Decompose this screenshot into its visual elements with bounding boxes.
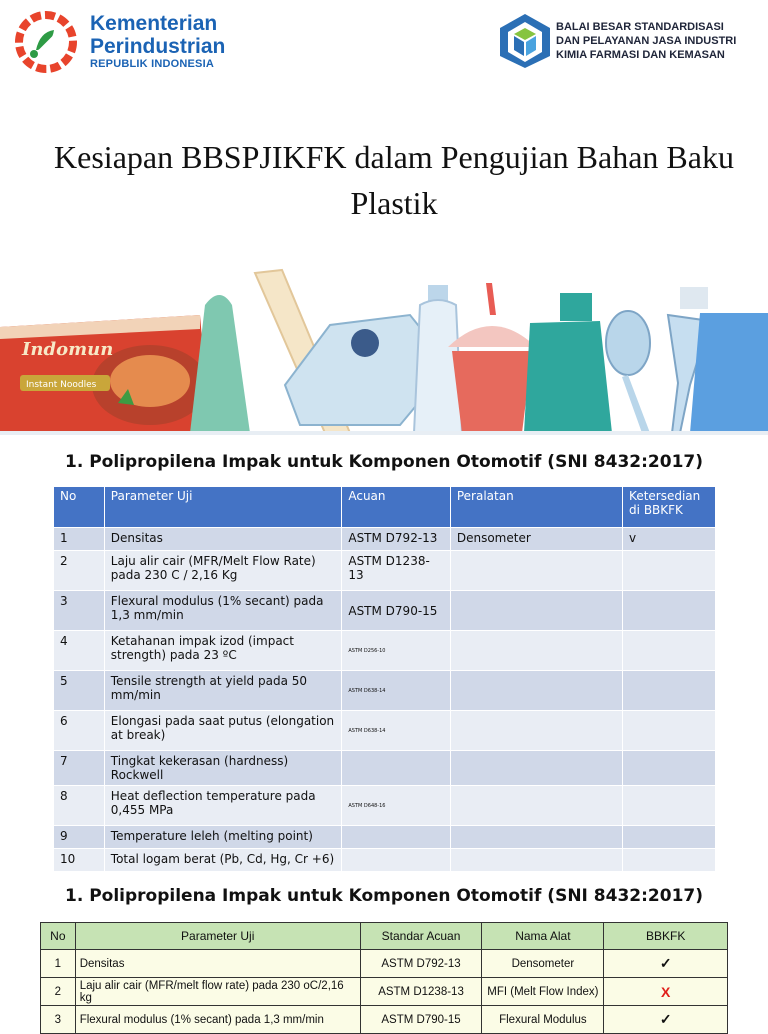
row-no: 3 xyxy=(41,1006,76,1034)
row-no: 10 xyxy=(54,849,105,872)
table-row xyxy=(54,528,716,551)
balai-name-line2: DAN PELAYANAN JASA INDUSTRI xyxy=(556,35,737,47)
column-header-standard: Standar Acuan xyxy=(360,923,482,950)
row-equipment xyxy=(450,671,622,711)
balai-name-line1: BALAI BESAR STANDARDISASI xyxy=(556,21,724,33)
table-row xyxy=(54,591,716,631)
column-header-no: No xyxy=(54,487,105,528)
row-reference: ASTM D256-10 xyxy=(342,631,451,671)
ministry-name xyxy=(90,12,225,58)
row-parameter: Elongasi pada saat putus (elongation at break) xyxy=(104,711,342,751)
page-title-line2: Plastik xyxy=(350,185,438,221)
test-parameter-table xyxy=(53,486,716,872)
row-reference xyxy=(342,826,451,849)
row-equipment xyxy=(450,826,622,849)
row-availability xyxy=(623,631,716,671)
row-availability xyxy=(623,751,716,786)
row-equipment xyxy=(450,786,622,826)
noodle-pack-illustration xyxy=(0,315,210,433)
ministry-name-line2: Perindustrian xyxy=(90,35,226,58)
row-availability: v xyxy=(623,528,716,551)
row-availability xyxy=(623,826,716,849)
section2-title: 1. Polipropilena Impak untuk Komponen Otomotif (SNI 8432:2017) xyxy=(64,886,703,906)
ministry-subtitle: REPUBLIK INDONESIA xyxy=(90,58,214,70)
row-no: 7 xyxy=(54,751,105,786)
row-equipment xyxy=(450,631,622,671)
row-standard: ASTM D792-13 xyxy=(360,950,482,978)
column-header-bbkfk: BBKFK xyxy=(604,923,728,950)
column-header-no: No xyxy=(41,923,76,950)
section1-title: 1. Polipropilena Impak untuk Komponen Otomotif (SNI 8432:2017) xyxy=(64,452,703,472)
row-reference: ASTM D1238-13 xyxy=(342,551,451,591)
table-row xyxy=(54,826,716,849)
equipment-availability-table xyxy=(40,922,728,1034)
row-no: 5 xyxy=(54,671,105,711)
row-no: 9 xyxy=(54,826,105,849)
row-availability xyxy=(623,711,716,751)
kemenperin-logo xyxy=(10,10,82,74)
row-parameter: Tingkat kekerasan (hardness) Rockwell xyxy=(104,751,342,786)
row-no: 8 xyxy=(54,786,105,826)
table-row xyxy=(41,978,728,1006)
row-availability xyxy=(623,786,716,826)
row-tool-name: Densometer xyxy=(482,950,604,978)
row-equipment xyxy=(450,711,622,751)
row-no: 6 xyxy=(54,711,105,751)
page-title xyxy=(20,134,768,226)
row-no: 2 xyxy=(41,978,76,1006)
row-equipment xyxy=(450,591,622,631)
row-parameter: Total logam berat (Pb, Cd, Hg, Cr +6) xyxy=(104,849,342,872)
plastic-products-banner xyxy=(0,265,768,435)
row-reference: ASTM D648-16 xyxy=(342,786,451,826)
noodle-sub-text: Instant Noodles xyxy=(26,380,97,390)
table-row xyxy=(54,671,716,711)
page-title-line1: Kesiapan BBSPJIKFK dalam Pengujian Bahan Baku xyxy=(54,139,734,175)
table-row xyxy=(54,786,716,826)
balai-logo xyxy=(498,12,552,70)
check-icon: ✓ xyxy=(604,1006,728,1034)
row-no: 3 xyxy=(54,591,105,631)
row-parameter: Ketahanan impak izod (impact strength) pada 23 ºC xyxy=(104,631,342,671)
row-reference: ASTM D792-13 xyxy=(342,528,451,551)
row-parameter: Densitas xyxy=(104,528,342,551)
row-no: 2 xyxy=(54,551,105,591)
row-parameter: Heat deflection temperature pada 0,455 MPa xyxy=(104,786,342,826)
check-icon: ✓ xyxy=(604,950,728,978)
row-parameter: Laju alir cair (MFR/melt flow rate) pada 230 oC/2,16 kg xyxy=(75,978,360,1006)
row-no: 1 xyxy=(54,528,105,551)
table-row xyxy=(41,1006,728,1034)
column-header-parameter: Parameter Uji xyxy=(104,487,342,528)
row-tool-name: Flexural Modulus xyxy=(482,1006,604,1034)
row-equipment xyxy=(450,849,622,872)
table-row xyxy=(54,849,716,872)
column-header-parameter: Parameter Uji xyxy=(75,923,360,950)
row-parameter: Densitas xyxy=(75,950,360,978)
row-reference: ASTM D638-14 xyxy=(342,711,451,751)
table-row xyxy=(54,551,716,591)
table-row xyxy=(54,711,716,751)
row-availability xyxy=(623,551,716,591)
row-equipment: Densometer xyxy=(450,528,622,551)
row-no: 4 xyxy=(54,631,105,671)
cross-icon: X xyxy=(604,978,728,1006)
row-parameter: Flexural modulus (1% secant) pada 1,3 mm/min xyxy=(104,591,342,631)
row-reference xyxy=(342,751,451,786)
row-standard: ASTM D790-15 xyxy=(360,1006,482,1034)
row-equipment xyxy=(450,551,622,591)
row-equipment xyxy=(450,751,622,786)
row-reference: ASTM D790-15 xyxy=(342,591,451,631)
noodle-brand-text: Indomun xyxy=(22,339,114,360)
row-availability xyxy=(623,671,716,711)
row-availability xyxy=(623,849,716,872)
column-header-reference: Acuan xyxy=(342,487,451,528)
row-standard: ASTM D1238-13 xyxy=(360,978,482,1006)
column-header-tool-name: Nama Alat xyxy=(482,923,604,950)
row-parameter: Tensile strength at yield pada 50 mm/min xyxy=(104,671,342,711)
column-header-equipment: Peralatan xyxy=(450,487,622,528)
column-header-availability: Ketersedian di BBKFK xyxy=(623,487,716,528)
row-reference: ASTM D638-14 xyxy=(342,671,451,711)
table-row xyxy=(41,950,728,978)
table-row xyxy=(54,631,716,671)
table-row xyxy=(54,751,716,786)
row-reference xyxy=(342,849,451,872)
row-parameter: Flexural modulus (1% secant) pada 1,3 mm/min xyxy=(75,1006,360,1034)
balai-name-line3: KIMIA FARMASI DAN KEMASAN xyxy=(556,49,725,61)
row-parameter: Laju alir cair (MFR/Melt Flow Rate) pada 230 C / 2,16 Kg xyxy=(104,551,342,591)
balai-name xyxy=(556,20,736,62)
row-tool-name: MFI (Melt Flow Index) xyxy=(482,978,604,1006)
row-availability xyxy=(623,591,716,631)
ministry-name-line1: Kementerian xyxy=(90,12,218,35)
row-parameter: Temperature leleh (melting point) xyxy=(104,826,342,849)
row-no: 1 xyxy=(41,950,76,978)
